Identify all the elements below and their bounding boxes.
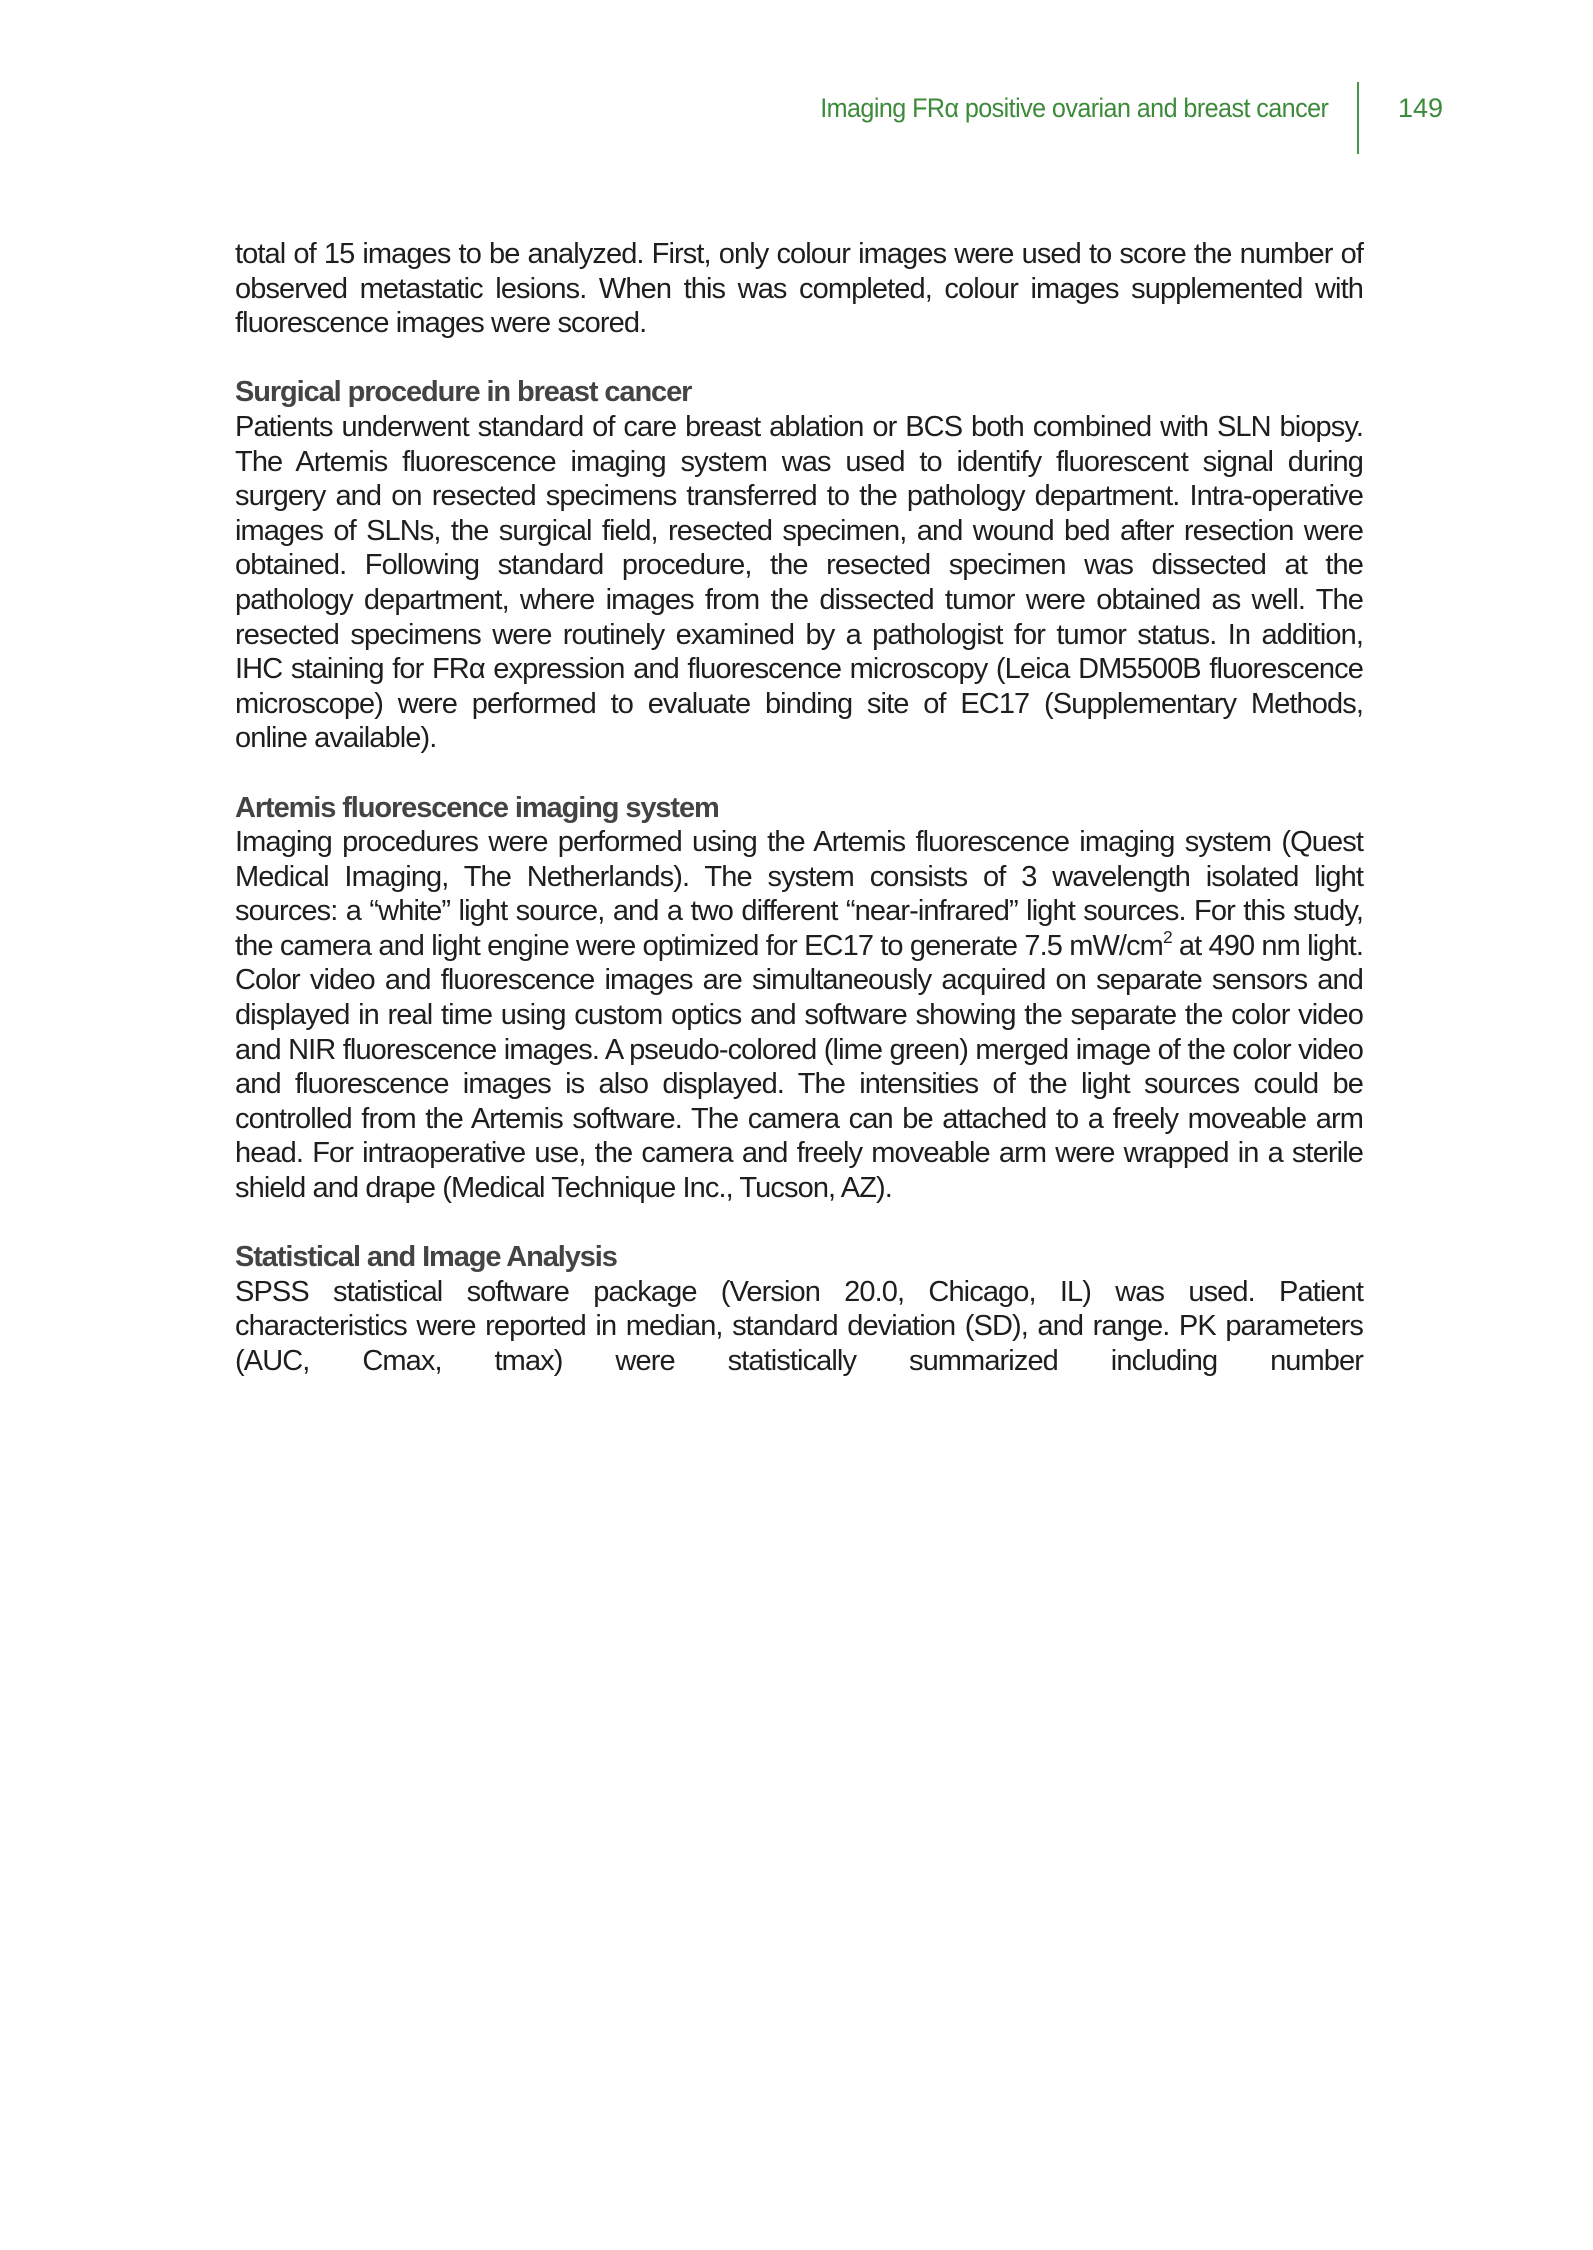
running-header — [0, 82, 1593, 154]
section-paragraph — [235, 825, 1363, 1206]
body-text — [235, 237, 1363, 1379]
section-heading: Statistical and Image Analysis — [235, 1241, 617, 1274]
running-title: Imaging FRα positive ovarian and breast cancer — [819, 93, 1328, 123]
header-divider — [1357, 82, 1359, 154]
section-artemis-system — [235, 791, 1363, 1206]
paragraph-text: Imaging procedures were performed using the Artemis fluorescence imaging system (Quest Medical Imaging, The Netherlands). The system consists of 3 wavelength isolated light sources: a “white” light source, and a two different “near-infrared” light sources. For this study, the camera and light engine were optimized for EC17 to generate 7.5 mW/cm — [235, 826, 1363, 962]
superscript: 2 — [1162, 926, 1172, 947]
page-number: 149 — [1398, 93, 1444, 123]
section-surgical-procedure — [235, 375, 1363, 756]
section-paragraph: Patients underwent standard of care breast ablation or BCS both combined with SLN biopsy. The Artemis fluorescence imaging system was used to identify fluorescent signal during surgery and on resected specimens transferred to the pathology department. Intra-operative images of SLNs, the surgical field, resected specimen, and wound bed after resection were obtained. Following standard procedure, the resected specimen was dissected at the pathology department, where images from the dissected tumor were obtained as well. The resected specimens were routinely examined by a pathologist for tumor status. In addition, IHC staining for FRα expression and fluorescence microscopy (Leica DM5500B fluorescence microscope) were performed to evaluate binding site of EC17 (Supplementary Methods, online available). — [235, 410, 1363, 755]
intro-paragraph: total of 15 images to be analyzed. First, only colour images were used to score the number of observed metastatic lesions. When this was completed, colour images supplemented with fluorescence images were scored. — [235, 238, 1363, 340]
section-statistical-analysis — [235, 1240, 1363, 1378]
section-heading: Surgical procedure in breast cancer — [235, 376, 692, 409]
section-paragraph: SPSS statistical software package (Version 20.0, Chicago, IL) was used. Patient characteristics were reported in median, standard deviation (SD), and range. PK parameters (AUC, Cmax, tmax) were statistically summarized including number — [235, 1275, 1363, 1377]
paragraph-text: at 490 nm light. Color video and fluorescence images are simultaneously acquired on separate sensors and displayed in real time using custom optics and software showing the separate the color video and NIR fluorescence images. A pseudo-colored (lime green) merged image of the color video and fluorescence images is also displayed. The intensities of the light sources could be controlled from the Artemis software. The camera can be attached to a freely moveable arm head. For intraoperative use, the camera and freely moveable arm were wrapped in a sterile shield and drape (Medical Technique Inc., Tucson, AZ). — [235, 929, 1363, 1205]
section-heading: Artemis fluorescence imaging system — [235, 791, 719, 824]
